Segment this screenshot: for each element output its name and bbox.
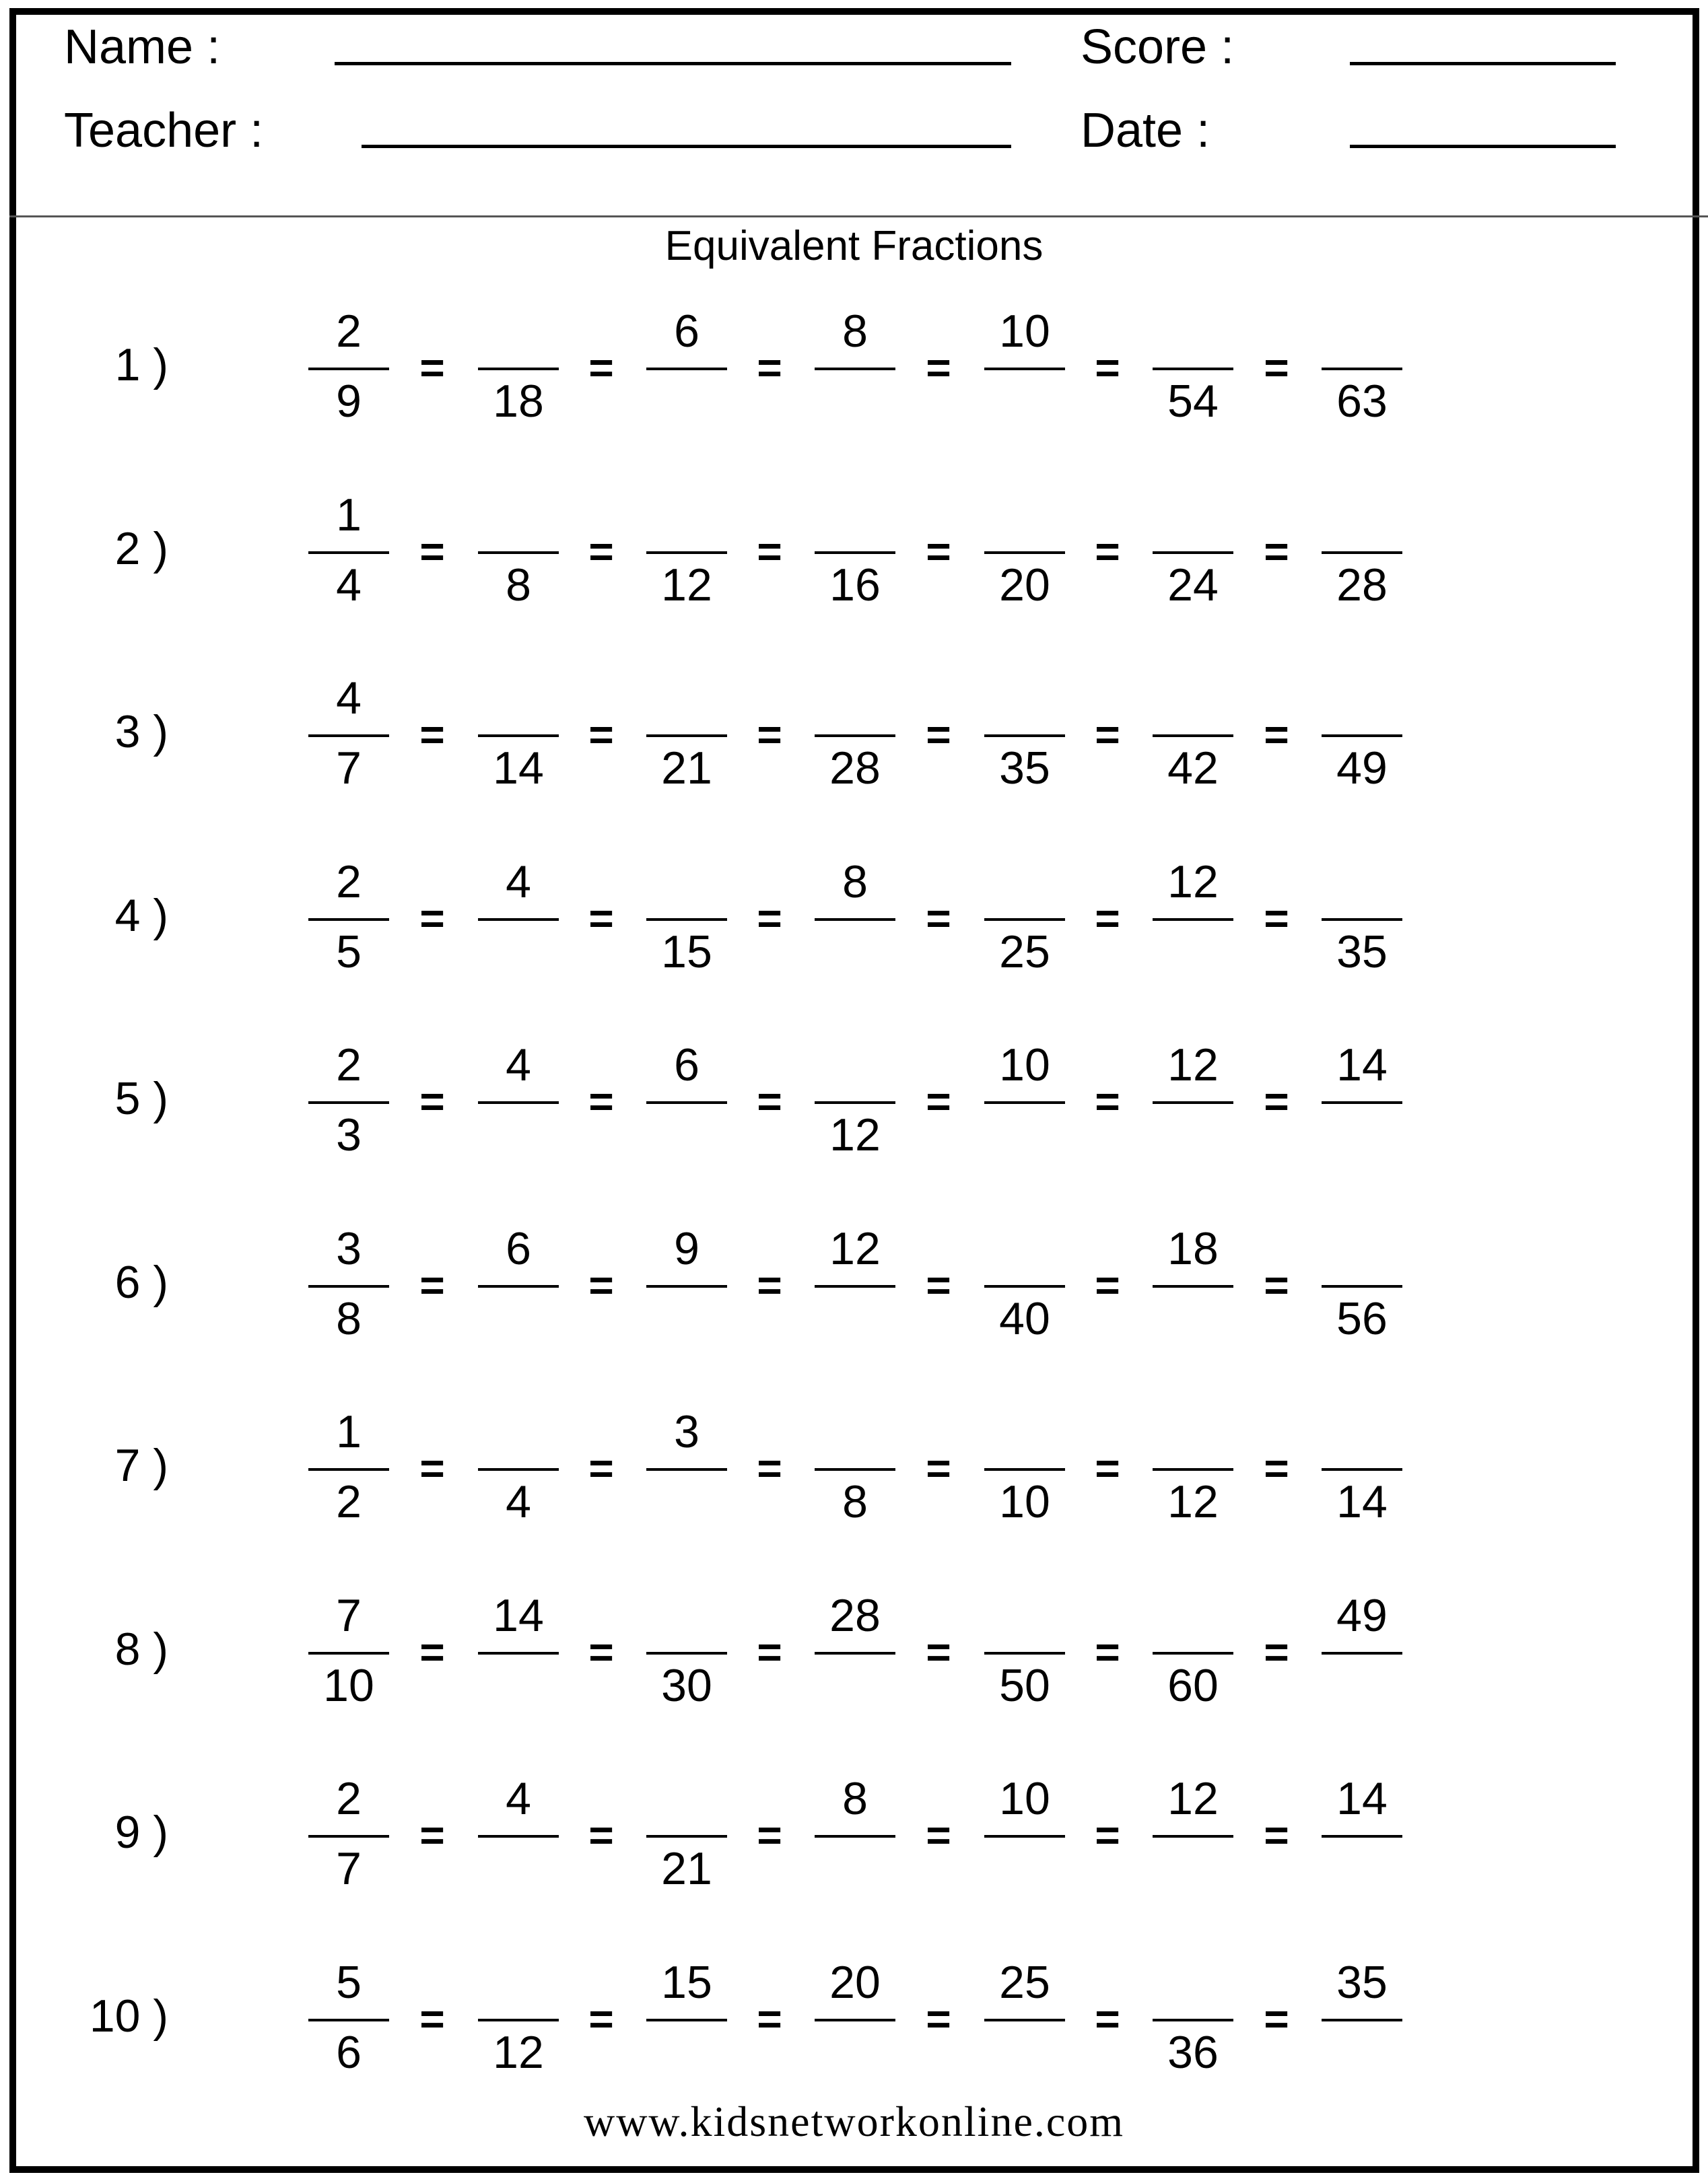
denominator: 14 xyxy=(1336,1476,1388,1527)
fraction xyxy=(308,489,389,620)
equals-sign: = xyxy=(419,1995,445,2043)
denominator: 10 xyxy=(999,1476,1050,1527)
fraction[interactable] xyxy=(815,1223,895,1354)
numerator: 49 xyxy=(1336,1590,1388,1641)
fraction-bar xyxy=(1153,734,1233,737)
numerator: 8 xyxy=(842,856,868,907)
equals-sign: = xyxy=(926,1077,951,1125)
equals-sign: = xyxy=(1095,343,1120,392)
denominator: 5 xyxy=(336,926,362,977)
fraction-bar xyxy=(308,1468,389,1471)
fraction-bar xyxy=(478,918,559,921)
fraction-bar xyxy=(478,1468,559,1471)
fraction[interactable] xyxy=(1153,1773,1233,1904)
equals-sign: = xyxy=(1264,710,1289,759)
fraction[interactable] xyxy=(646,308,727,436)
numerator: 8 xyxy=(842,1773,868,1824)
fraction-bar xyxy=(984,734,1065,737)
fraction-bar xyxy=(815,368,895,370)
denominator: 50 xyxy=(999,1660,1050,1711)
fraction[interactable] xyxy=(1322,1773,1402,1904)
denominator: 7 xyxy=(336,1843,362,1894)
fraction-bar xyxy=(815,1285,895,1288)
equals-sign: = xyxy=(1264,343,1289,392)
fraction-bar xyxy=(646,368,727,370)
fraction[interactable] xyxy=(1322,1409,1402,1537)
fraction[interactable] xyxy=(815,1590,895,1721)
problem-number: 9 ) xyxy=(114,1807,168,1858)
fraction[interactable] xyxy=(984,1409,1065,1537)
denominator: 30 xyxy=(661,1660,712,1711)
denominator: 12 xyxy=(661,559,712,611)
fraction-bar xyxy=(478,368,559,370)
fraction[interactable] xyxy=(1153,1223,1233,1354)
numerator: 1 xyxy=(336,1406,362,1457)
fraction-bar xyxy=(646,1835,727,1838)
fraction-bar xyxy=(646,1468,727,1471)
fraction[interactable] xyxy=(646,675,727,803)
fraction[interactable] xyxy=(478,1223,559,1354)
fraction[interactable] xyxy=(1153,308,1233,436)
denominator: 12 xyxy=(1167,1476,1219,1527)
equals-sign: = xyxy=(1264,1077,1289,1125)
name-label: Name : xyxy=(64,20,221,74)
numerator: 6 xyxy=(674,306,699,357)
numerator: 6 xyxy=(506,1223,531,1274)
fraction-bar xyxy=(308,734,389,737)
date-label: Date : xyxy=(1081,104,1210,158)
numerator: 14 xyxy=(493,1590,544,1641)
equals-sign: = xyxy=(419,343,445,392)
equals-sign: = xyxy=(1095,527,1120,576)
numerator: 2 xyxy=(336,1039,362,1090)
equals-sign: = xyxy=(419,894,445,942)
equals-sign: = xyxy=(1095,1628,1120,1676)
denominator: 28 xyxy=(829,742,881,794)
denominator: 16 xyxy=(829,559,881,611)
denominator: 4 xyxy=(506,1476,531,1527)
fraction[interactable] xyxy=(984,1593,1065,1721)
fraction[interactable] xyxy=(815,675,895,803)
fraction[interactable] xyxy=(815,1409,895,1537)
fraction[interactable] xyxy=(1153,1409,1233,1537)
fraction-bar xyxy=(1153,1652,1233,1655)
equals-sign: = xyxy=(1095,1261,1120,1309)
denominator: 60 xyxy=(1167,1660,1219,1711)
fraction[interactable] xyxy=(1322,1590,1402,1721)
denominator: 54 xyxy=(1167,376,1219,427)
fraction[interactable] xyxy=(1322,1039,1402,1170)
fraction[interactable] xyxy=(478,1960,559,2087)
fraction-bar xyxy=(1322,918,1402,921)
fraction-bar xyxy=(478,2019,559,2021)
numerator: 2 xyxy=(336,306,362,357)
fraction[interactable] xyxy=(984,675,1065,803)
denominator: 3 xyxy=(336,1109,362,1160)
fraction-bar xyxy=(308,1652,389,1655)
fraction-bar xyxy=(1322,368,1402,370)
fraction[interactable] xyxy=(1153,1039,1233,1170)
numerator: 10 xyxy=(999,1773,1050,1824)
fraction[interactable] xyxy=(1322,1957,1402,2087)
problem-number: 7 ) xyxy=(114,1440,168,1491)
denominator: 8 xyxy=(506,559,531,611)
numerator: 12 xyxy=(1167,1039,1219,1090)
denominator: 63 xyxy=(1336,376,1388,427)
equals-sign: = xyxy=(419,710,445,759)
fraction[interactable] xyxy=(984,859,1065,987)
equals-sign: = xyxy=(757,1444,782,1492)
numerator: 2 xyxy=(336,1773,362,1824)
numerator: 4 xyxy=(336,672,362,724)
equals-sign: = xyxy=(926,1628,951,1676)
fraction-bar xyxy=(478,1652,559,1655)
numerator: 1 xyxy=(336,489,362,541)
fraction[interactable] xyxy=(646,1039,727,1170)
fraction xyxy=(308,1773,389,1904)
denominator: 25 xyxy=(999,926,1050,977)
fraction-bar xyxy=(984,368,1065,370)
equals-sign: = xyxy=(1095,710,1120,759)
fraction-bar xyxy=(1153,551,1233,554)
problem-number: 6 ) xyxy=(114,1257,168,1308)
equals-sign: = xyxy=(588,1444,614,1492)
numerator: 20 xyxy=(829,1957,881,2008)
website-footer: www.kidsnetworkonline.com xyxy=(583,2098,1125,2145)
equals-sign: = xyxy=(1264,1261,1289,1309)
fraction[interactable] xyxy=(646,1223,727,1354)
equals-sign: = xyxy=(1264,1995,1289,2043)
denominator: 7 xyxy=(336,742,362,794)
denominator: 35 xyxy=(999,742,1050,794)
fraction-bar xyxy=(984,2019,1065,2021)
fraction[interactable] xyxy=(478,856,559,987)
fraction-bar xyxy=(815,918,895,921)
fraction-bar xyxy=(308,1101,389,1104)
fraction[interactable] xyxy=(646,1406,727,1537)
equals-sign: = xyxy=(757,343,782,392)
denominator: 4 xyxy=(336,559,362,611)
fraction xyxy=(308,1957,389,2087)
equals-sign: = xyxy=(1264,1811,1289,1859)
numerator: 3 xyxy=(674,1406,699,1457)
equals-sign: = xyxy=(588,527,614,576)
numerator: 12 xyxy=(829,1223,881,1274)
fraction[interactable] xyxy=(646,859,727,987)
denominator: 9 xyxy=(336,376,362,427)
fraction[interactable] xyxy=(478,675,559,803)
problem-number: 5 ) xyxy=(114,1073,168,1124)
equals-sign: = xyxy=(926,527,951,576)
fraction-bar xyxy=(308,551,389,554)
fraction-bar xyxy=(646,1652,727,1655)
denominator: 24 xyxy=(1167,559,1219,611)
fraction-bar xyxy=(1153,2019,1233,2021)
denominator: 42 xyxy=(1167,742,1219,794)
equals-sign: = xyxy=(926,343,951,392)
numerator: 28 xyxy=(829,1590,881,1641)
equals-sign: = xyxy=(588,1261,614,1309)
numerator: 5 xyxy=(336,1957,362,2008)
numerator: 10 xyxy=(999,306,1050,357)
fraction[interactable] xyxy=(984,1957,1065,2087)
fraction-bar xyxy=(1322,734,1402,737)
equals-sign: = xyxy=(419,1628,445,1676)
denominator: 8 xyxy=(842,1476,868,1527)
equals-sign: = xyxy=(757,1077,782,1125)
fraction-bar xyxy=(646,1101,727,1104)
fraction xyxy=(308,1590,389,1721)
equals-sign: = xyxy=(1095,1995,1120,2043)
denominator: 40 xyxy=(999,1293,1050,1344)
equals-sign: = xyxy=(419,1444,445,1492)
fraction-bar xyxy=(984,1285,1065,1288)
fraction[interactable] xyxy=(815,492,895,620)
fraction-bar xyxy=(308,2019,389,2021)
fraction-bar xyxy=(1322,1652,1402,1655)
fraction-bar xyxy=(1153,1835,1233,1838)
numerator: 25 xyxy=(999,1957,1050,2008)
fraction-bar xyxy=(646,734,727,737)
fraction-bar xyxy=(815,551,895,554)
score-label: Score : xyxy=(1081,20,1235,74)
fraction[interactable] xyxy=(1322,859,1402,987)
fraction-bar xyxy=(308,368,389,370)
fraction[interactable] xyxy=(646,1776,727,1904)
equals-sign: = xyxy=(757,1628,782,1676)
equals-sign: = xyxy=(926,1811,951,1859)
fraction[interactable] xyxy=(478,1773,559,1904)
problem-number: 8 ) xyxy=(114,1624,168,1675)
fraction-bar xyxy=(984,1835,1065,1838)
equals-sign: = xyxy=(419,1077,445,1125)
numerator: 14 xyxy=(1336,1039,1388,1090)
fraction-bar xyxy=(1322,1835,1402,1838)
fraction-bar xyxy=(815,1652,895,1655)
fraction-bar xyxy=(1153,1285,1233,1288)
fraction-bar xyxy=(478,1835,559,1838)
fraction-bar xyxy=(1322,1101,1402,1104)
numerator: 18 xyxy=(1167,1223,1219,1274)
fraction-bar xyxy=(646,918,727,921)
fraction-bar xyxy=(1153,918,1233,921)
fraction-bar xyxy=(308,918,389,921)
fraction[interactable] xyxy=(478,1039,559,1170)
fraction[interactable] xyxy=(478,308,559,436)
numerator: 2 xyxy=(336,856,362,907)
equals-sign: = xyxy=(419,527,445,576)
fraction[interactable] xyxy=(815,308,895,436)
fraction-bar xyxy=(984,1652,1065,1655)
worksheet-title: Equivalent Fractions xyxy=(664,223,1044,269)
fraction-bar xyxy=(478,1101,559,1104)
equals-sign: = xyxy=(1264,894,1289,942)
fraction[interactable] xyxy=(815,1773,895,1904)
denominator: 10 xyxy=(323,1660,374,1711)
denominator: 35 xyxy=(1336,926,1388,977)
fraction[interactable] xyxy=(1153,1593,1233,1721)
equals-sign: = xyxy=(926,1444,951,1492)
fraction[interactable] xyxy=(646,1957,727,2087)
equals-sign: = xyxy=(757,894,782,942)
denominator: 21 xyxy=(661,742,712,794)
numerator: 3 xyxy=(336,1223,362,1274)
denominator: 28 xyxy=(1336,559,1388,611)
fraction-bar xyxy=(1153,368,1233,370)
fraction-bar xyxy=(815,1101,895,1104)
equals-sign: = xyxy=(419,1811,445,1859)
numerator: 6 xyxy=(674,1039,699,1090)
fraction-bar xyxy=(815,1468,895,1471)
fraction[interactable] xyxy=(1322,675,1402,803)
fraction-bar xyxy=(984,918,1065,921)
fraction-bar xyxy=(1322,551,1402,554)
fraction[interactable] xyxy=(646,492,727,620)
fraction xyxy=(308,1039,389,1170)
fraction-bar xyxy=(308,1285,389,1288)
equals-sign: = xyxy=(926,894,951,942)
numerator: 12 xyxy=(1167,856,1219,907)
fraction-bar xyxy=(815,1835,895,1838)
numerator: 4 xyxy=(506,1773,531,1824)
equals-sign: = xyxy=(588,1995,614,2043)
fraction-bar xyxy=(1322,1468,1402,1471)
equals-sign: = xyxy=(588,1811,614,1859)
fraction[interactable] xyxy=(1153,492,1233,620)
denominator: 20 xyxy=(999,559,1050,611)
numerator: 35 xyxy=(1336,1957,1388,2008)
fraction xyxy=(308,856,389,987)
equals-sign: = xyxy=(1264,1444,1289,1492)
problem-number: 10 ) xyxy=(89,1990,168,2042)
fraction-bar xyxy=(1322,2019,1402,2021)
equals-sign: = xyxy=(588,894,614,942)
problem-number: 1 ) xyxy=(114,339,168,390)
equals-sign: = xyxy=(1264,527,1289,576)
fraction[interactable] xyxy=(984,1226,1065,1354)
numerator: 12 xyxy=(1167,1773,1219,1824)
fraction[interactable] xyxy=(1322,1226,1402,1354)
denominator: 21 xyxy=(661,1843,712,1894)
denominator: 15 xyxy=(661,926,712,977)
denominator: 2 xyxy=(336,1476,362,1527)
numerator: 9 xyxy=(674,1223,699,1274)
numerator: 8 xyxy=(842,306,868,357)
fraction-bar xyxy=(478,1285,559,1288)
fraction[interactable] xyxy=(815,856,895,987)
fraction[interactable] xyxy=(984,308,1065,436)
equals-sign: = xyxy=(1095,1811,1120,1859)
fraction-bar xyxy=(478,551,559,554)
equals-sign: = xyxy=(757,710,782,759)
equals-sign: = xyxy=(757,1811,782,1859)
fraction-bar xyxy=(984,1101,1065,1104)
numerator: 15 xyxy=(661,1957,712,2008)
numerator: 4 xyxy=(506,856,531,907)
fraction[interactable] xyxy=(984,1773,1065,1904)
denominator: 14 xyxy=(493,742,544,794)
fraction-bar xyxy=(815,2019,895,2021)
fraction-bar xyxy=(984,1468,1065,1471)
fraction[interactable] xyxy=(478,492,559,620)
equals-sign: = xyxy=(757,1261,782,1309)
numerator: 14 xyxy=(1336,1773,1388,1824)
denominator: 12 xyxy=(493,2027,544,2078)
equals-sign: = xyxy=(588,710,614,759)
fraction-bar xyxy=(478,734,559,737)
fraction-bar xyxy=(984,551,1065,554)
equals-sign: = xyxy=(926,1995,951,2043)
fraction[interactable] xyxy=(815,1957,895,2087)
numerator: 4 xyxy=(506,1039,531,1090)
fraction[interactable] xyxy=(1322,308,1402,436)
fraction xyxy=(308,672,389,803)
fraction[interactable] xyxy=(478,1590,559,1721)
problem-number: 4 ) xyxy=(114,890,168,941)
fraction xyxy=(308,1223,389,1354)
problem-number: 3 ) xyxy=(114,706,168,757)
equals-sign: = xyxy=(588,1628,614,1676)
equals-sign: = xyxy=(588,1077,614,1125)
numerator: 10 xyxy=(999,1039,1050,1090)
fraction-bar xyxy=(646,2019,727,2021)
equals-sign: = xyxy=(1095,1077,1120,1125)
fraction[interactable] xyxy=(815,1042,895,1170)
equals-sign: = xyxy=(1095,1444,1120,1492)
fraction[interactable] xyxy=(1153,1960,1233,2087)
equals-sign: = xyxy=(588,343,614,392)
fraction xyxy=(308,308,389,436)
denominator: 56 xyxy=(1336,1293,1388,1344)
teacher-label: Teacher : xyxy=(64,104,264,158)
denominator: 8 xyxy=(336,1293,362,1344)
fraction-bar xyxy=(646,551,727,554)
fraction[interactable] xyxy=(1153,675,1233,803)
fraction[interactable] xyxy=(984,492,1065,620)
denominator: 18 xyxy=(493,376,544,427)
equals-sign: = xyxy=(419,1261,445,1309)
equals-sign: = xyxy=(757,527,782,576)
fraction-bar xyxy=(1322,1285,1402,1288)
fraction-bar xyxy=(815,734,895,737)
problem-number: 2 ) xyxy=(114,523,168,574)
equals-sign: = xyxy=(926,710,951,759)
fraction[interactable] xyxy=(478,1409,559,1537)
denominator: 6 xyxy=(336,2027,362,2078)
denominator: 12 xyxy=(829,1109,881,1160)
fraction-bar xyxy=(646,1285,727,1288)
fraction xyxy=(308,1406,389,1537)
fraction-bar xyxy=(308,1835,389,1838)
fraction[interactable] xyxy=(1153,856,1233,987)
fraction-bar xyxy=(1153,1101,1233,1104)
equals-sign: = xyxy=(1095,894,1120,942)
fraction[interactable] xyxy=(984,1039,1065,1170)
denominator: 36 xyxy=(1167,2027,1219,2078)
denominator: 49 xyxy=(1336,742,1388,794)
equals-sign: = xyxy=(757,1995,782,2043)
fraction[interactable] xyxy=(1322,492,1402,620)
equals-sign: = xyxy=(926,1261,951,1309)
numerator: 7 xyxy=(336,1590,362,1641)
equals-sign: = xyxy=(1264,1628,1289,1676)
fraction-bar xyxy=(1153,1468,1233,1471)
fraction[interactable] xyxy=(646,1593,727,1721)
